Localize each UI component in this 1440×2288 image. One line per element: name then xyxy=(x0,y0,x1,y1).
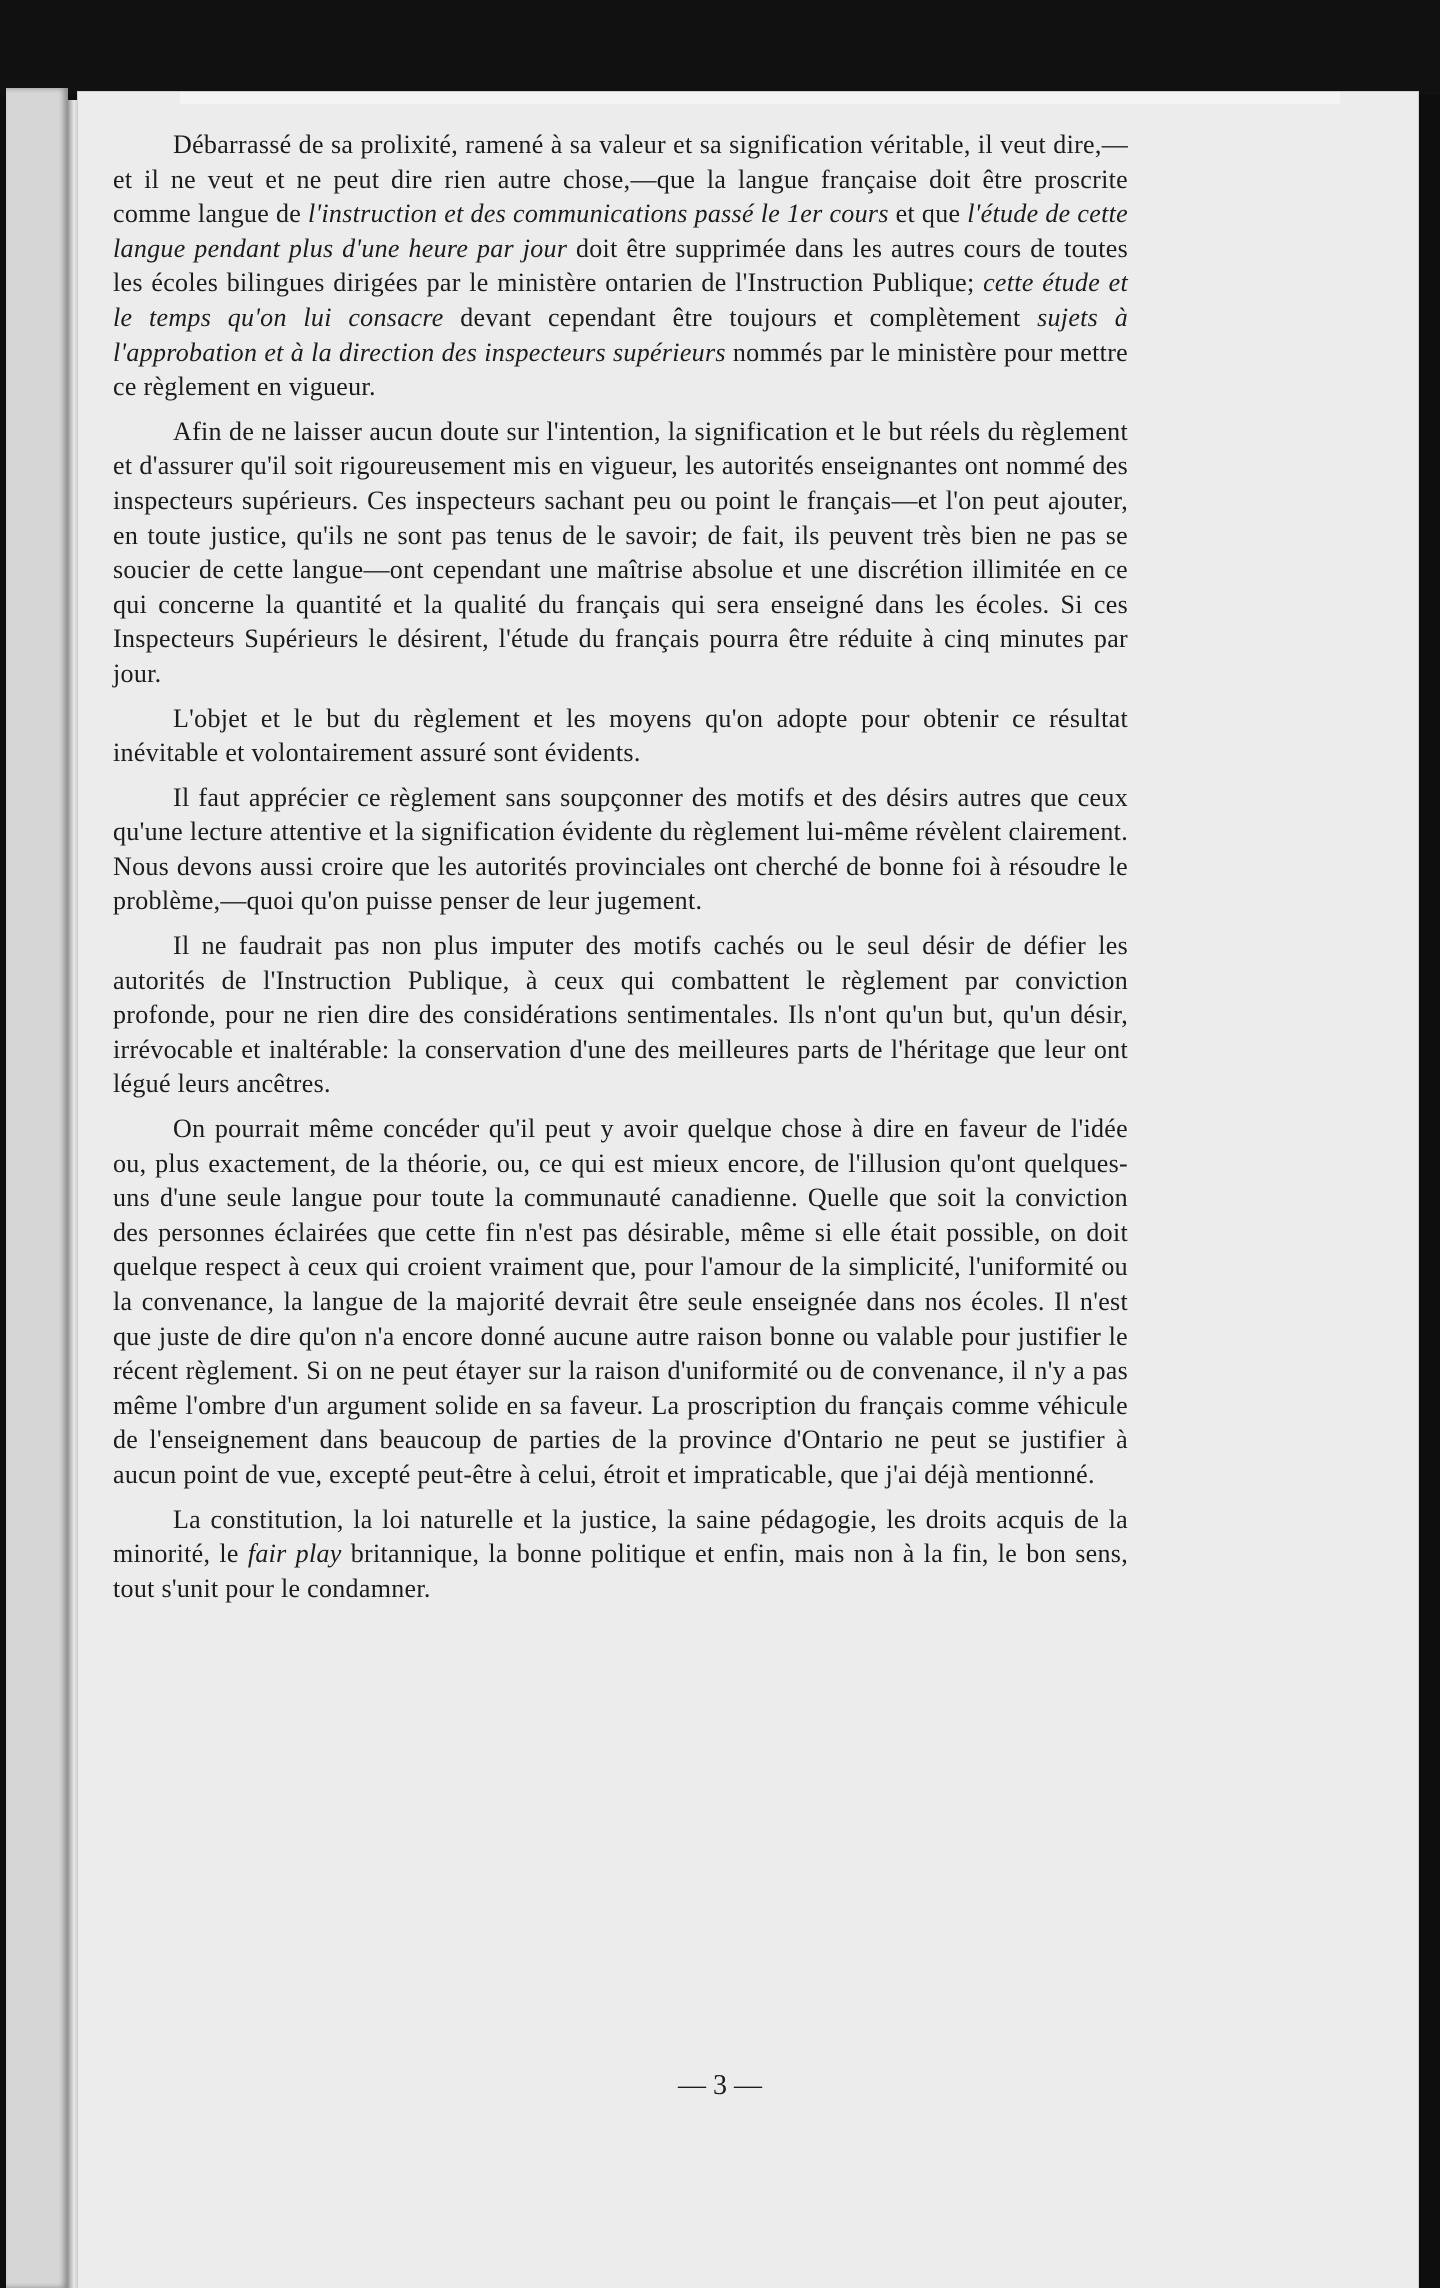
italic-phrase: fair play xyxy=(247,1539,342,1569)
text-run: et que xyxy=(888,199,968,229)
page-fold xyxy=(68,100,78,2288)
text-run: doit être supprimée dans les autres cours de toutes les écoles bilingues dirigées par le ministère ontarien de l'Instruction Publique; xyxy=(113,233,1128,298)
text-run: Il faut apprécier ce règlement sans soupçonner des motifs et des désirs autres que ceux qu'une lecture attentive et la signification évidente du règlement lui-même révèlent clairement. Nous devons aussi croire que les autorités provinciales ont cherché de bonne foi à résoudre le problème,—quoi qu'on puisse penser de leur jugement. xyxy=(113,782,1128,916)
italic-phrase: sujets à l'approbation et à la direction des inspecteurs supérieurs xyxy=(113,302,1129,367)
page-number: — 3 — xyxy=(678,2070,762,2101)
paragraph xyxy=(113,781,1128,919)
paragraph xyxy=(113,128,1128,405)
text-run: britannique, la bonne politique et enfin, mais non à la fin, le bon sens, tout s'unit pour le condamner. xyxy=(113,1539,1128,1603)
scan-background-top xyxy=(0,0,1440,95)
italic-phrase: l'étude de cette langue pendant plus d'une heure par jour xyxy=(113,199,1128,263)
text-run: La constitution, la loi naturelle et la justice, la saine pédagogie, les droits acquis de la minorité, le xyxy=(113,1504,1128,1569)
paragraph xyxy=(113,702,1128,771)
page-top-edge xyxy=(180,92,1340,104)
underlying-sheet-edge xyxy=(6,88,68,2288)
text-run: devant cependant être toujours et complètement xyxy=(443,302,1038,332)
text-run: On pourrait même concéder qu'il peut y avoir quelque chose à dire en faveur de l'idée ou, plus exactement, de la théorie, ou, ce qui est mieux encore, de l'illusion qu'ont quelques-uns d'une seule langue pour toute la communauté canadienne. Quelle que soit la conviction des personnes éclairées que cette fin n'est pas désirable, même si elle était possible, on doit quelque respect à ceux qui croient vraiment que, pour l'amour de la simplicité, l'uniformité ou la convenance, la langue de la majorité devrait être seule enseignée dans nos écoles. Il n'est que juste de dire qu'on n'a encore donné aucune autre raison bonne ou valable pour justifier le récent règlement. Si on ne peut étayer sur la raison d'uniformité ou de convenance, il n'y a pas même l'ombre d'un argument solide en sa faveur. La proscription du français comme véhicule de l'enseignement dans beaucoup de parties de la province d'Ontario ne peut se justifier à aucun point de vue, excepté peut-être à celui, étroit et impraticable, que j'ai déjà mentionné. xyxy=(113,1114,1128,1489)
paragraph xyxy=(113,415,1128,692)
italic-phrase: l'instruction et des communications passé le 1er cours xyxy=(308,199,889,229)
text-run: Débarrassé de sa prolixité, ramené à sa valeur et sa signification véritable, il veut dire,—et il ne veut et ne peut dire rien autre chose,—que la langue française doit être proscrite comme langue de xyxy=(113,130,1128,229)
body-text xyxy=(113,128,1128,1606)
paragraph xyxy=(113,929,1128,1102)
text-run: Il ne faudrait pas non plus imputer des motifs cachés ou le seul désir de défier les autorités de l'Instruction Publique, à ceux qui combattent le règlement par conviction profonde, pour ne rien dire des considérations sentimentales. Ils n'ont qu'un but, qu'un désir, irrévocable et inaltérable: la conservation d'une des meilleures parts de l'héritage que leur ont légué leurs ancêtres. xyxy=(113,931,1128,1099)
text-run: nommés par le ministère pour mettre ce règlement en vigueur. xyxy=(113,337,1128,402)
paragraph xyxy=(113,1503,1128,1607)
text-run: L'objet et le but du règlement et les moyens qu'on adopte pour obtenir ce résultat inévitable et volontairement assuré sont évidents. xyxy=(113,703,1128,768)
text-run: Afin de ne laisser aucun doute sur l'intention, la signification et le but réels du règlement et d'assurer qu'il soit rigoureusement mis en vigueur, les autorités enseignantes ont nommé des inspecteurs supérieurs. Ces inspecteurs sachant peu ou point le français—et l'on peut ajouter, en toute justice, qu'ils ne sont pas tenus de le savoir; de fait, ils peuvent très bien ne pas se soucier de cette langue—ont cependant une maîtrise absolue et une discrétion illimitée en ce qui concerne la quantité et la qualité du français qui sera enseigné dans les écoles. Si ces Inspecteurs Supérieurs le désirent, l'étude du français pourra être réduite à cinq minutes par jour. xyxy=(113,416,1128,688)
italic-phrase: cette étude et le temps qu'on lui consacre xyxy=(113,268,1128,332)
paragraph xyxy=(113,1112,1128,1493)
